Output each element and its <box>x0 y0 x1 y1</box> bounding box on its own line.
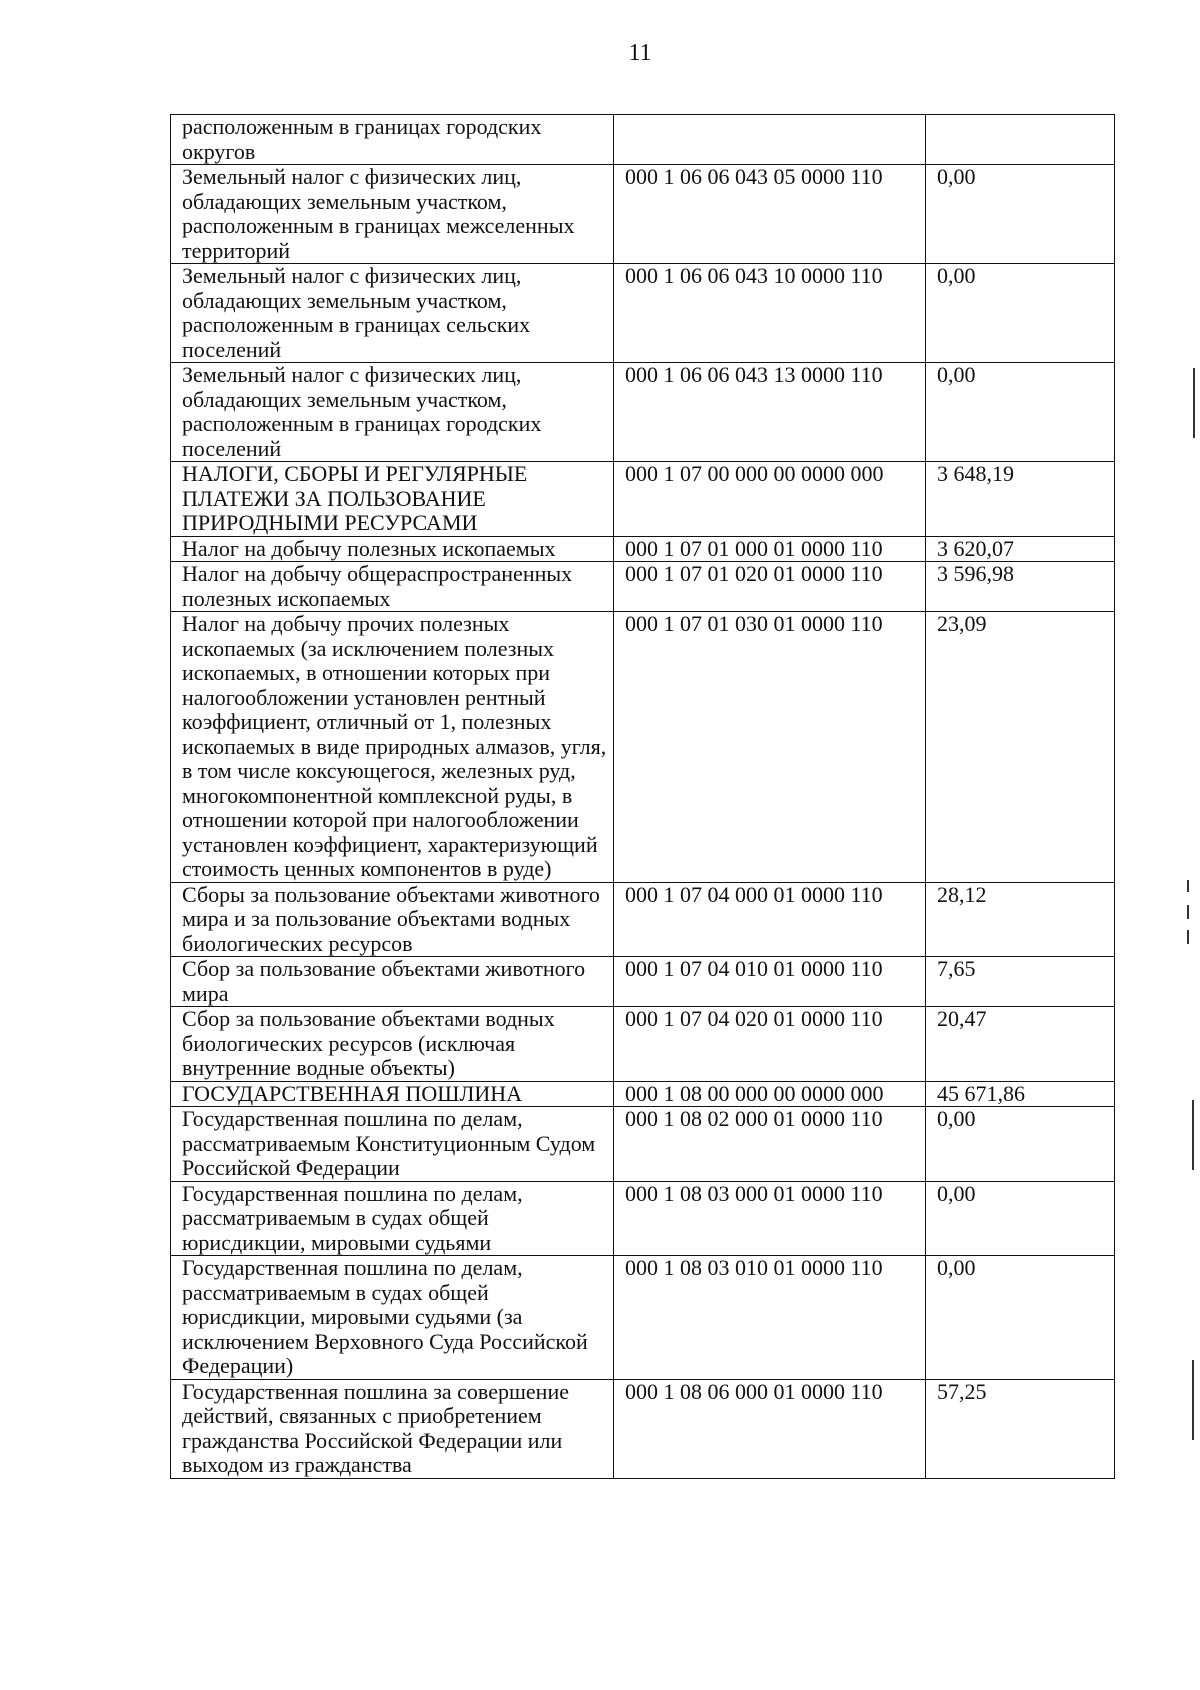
table-row <box>171 1379 1115 1478</box>
scan-mark <box>1187 905 1189 919</box>
budget-code-cell: 000 1 07 04 000 01 0000 110 <box>614 882 926 957</box>
budget-code-cell <box>614 115 926 165</box>
revenue-name-cell: Земельный налог с физических лиц, обладающих земельным участком, расположенным в границах межселенных территорий <box>171 165 614 264</box>
budget-code-cell: 000 1 08 00 000 00 0000 000 <box>614 1081 926 1107</box>
page-number: 11 <box>628 40 652 66</box>
amount-cell: 0,00 <box>926 1107 1115 1182</box>
amount-cell: 57,25 <box>926 1379 1115 1478</box>
budget-code-cell: 000 1 07 01 000 01 0000 110 <box>614 536 926 562</box>
amount-cell: 0,00 <box>926 264 1115 363</box>
amount-cell: 7,65 <box>926 957 1115 1007</box>
table-row <box>171 562 1115 612</box>
revenue-table-body <box>171 115 1115 1479</box>
amount-cell: 20,47 <box>926 1007 1115 1082</box>
revenue-table <box>170 114 1115 1479</box>
revenue-name-cell: Налог на добычу общераспространенных полезных ископаемых <box>171 562 614 612</box>
revenue-name-cell: Земельный налог с физических лиц, обладающих земельным участком, расположенным в границах городских поселений <box>171 363 614 462</box>
budget-code-cell: 000 1 08 02 000 01 0000 110 <box>614 1107 926 1182</box>
revenue-name-cell: Сборы за пользование объектами животного мира и за пользование объектами водных биологических ресурсов <box>171 882 614 957</box>
table-row <box>171 1081 1115 1107</box>
revenue-name-cell: Государственная пошлина по делам, рассматриваемым Конституционным Судом Российской Федерации <box>171 1107 614 1182</box>
table-row <box>171 462 1115 537</box>
budget-code-cell: 000 1 08 06 000 01 0000 110 <box>614 1379 926 1478</box>
table-row <box>171 264 1115 363</box>
scan-mark <box>1187 930 1189 944</box>
scan-mark <box>1187 880 1189 892</box>
budget-code-cell: 000 1 08 03 010 01 0000 110 <box>614 1256 926 1380</box>
revenue-name-cell: Налог на добычу прочих полезных ископаемых (за исключением полезных ископаемых, в отношении которых при налогообложении установлен рентный коэффициент, отличный от 1, полезных ископаемых в виде природных алмазов, угля, в том числе коксующегося, железных руд, многокомпонентной комплексной руды, в отношении которой при налогообложении установлен коэффициент, характеризующий стоимость ценных компонентов в руде) <box>171 612 614 883</box>
revenue-name-cell: Сбор за пользование объектами животного мира <box>171 957 614 1007</box>
revenue-name-cell: ГОСУДАРСТВЕННАЯ ПОШЛИНА <box>171 1081 614 1107</box>
budget-code-cell: 000 1 07 01 030 01 0000 110 <box>614 612 926 883</box>
amount-cell: 23,09 <box>926 612 1115 883</box>
table-row <box>171 363 1115 462</box>
amount-cell: 3 648,19 <box>926 462 1115 537</box>
revenue-name-cell: Государственная пошлина по делам, рассматриваемым в судах общей юрисдикции, мировыми судьями <box>171 1181 614 1256</box>
revenue-name-cell: Сбор за пользование объектами водных биологических ресурсов (исключая внутренние водные объекты) <box>171 1007 614 1082</box>
budget-code-cell: 000 1 07 04 010 01 0000 110 <box>614 957 926 1007</box>
table-row <box>171 115 1115 165</box>
table-row <box>171 612 1115 883</box>
amount-cell: 0,00 <box>926 165 1115 264</box>
scan-mark <box>1193 368 1195 438</box>
table-row <box>171 957 1115 1007</box>
budget-code-cell: 000 1 07 01 020 01 0000 110 <box>614 562 926 612</box>
amount-cell <box>926 115 1115 165</box>
scan-mark <box>1192 1360 1194 1440</box>
amount-cell: 3 620,07 <box>926 536 1115 562</box>
revenue-name-cell: Налог на добычу полезных ископаемых <box>171 536 614 562</box>
table-row <box>171 536 1115 562</box>
table-row <box>171 882 1115 957</box>
amount-cell: 0,00 <box>926 1256 1115 1380</box>
table-row <box>171 1181 1115 1256</box>
amount-cell: 28,12 <box>926 882 1115 957</box>
revenue-name-cell: НАЛОГИ, СБОРЫ И РЕГУЛЯРНЫЕ ПЛАТЕЖИ ЗА ПОЛЬЗОВАНИЕ ПРИРОДНЫМИ РЕСУРСАМИ <box>171 462 614 537</box>
table-row <box>171 1256 1115 1380</box>
table-row <box>171 1007 1115 1082</box>
budget-code-cell: 000 1 06 06 043 10 0000 110 <box>614 264 926 363</box>
table-row <box>171 165 1115 264</box>
revenue-name-cell: Государственная пошлина по делам, рассматриваемым в судах общей юрисдикции, мировыми судьями (за исключением Верховного Суда Российской Федерации) <box>171 1256 614 1380</box>
amount-cell: 0,00 <box>926 363 1115 462</box>
amount-cell: 0,00 <box>926 1181 1115 1256</box>
revenue-name-cell: Земельный налог с физических лиц, обладающих земельным участком, расположенным в границах сельских поселений <box>171 264 614 363</box>
budget-code-cell: 000 1 08 03 000 01 0000 110 <box>614 1181 926 1256</box>
budget-code-cell: 000 1 06 06 043 05 0000 110 <box>614 165 926 264</box>
scan-mark <box>1192 1100 1194 1170</box>
amount-cell: 45 671,86 <box>926 1081 1115 1107</box>
amount-cell: 3 596,98 <box>926 562 1115 612</box>
revenue-name-cell: расположенным в границах городских округов <box>171 115 614 165</box>
budget-code-cell: 000 1 07 00 000 00 0000 000 <box>614 462 926 537</box>
revenue-name-cell: Государственная пошлина за совершение действий, связанных с приобретением гражданства Российской Федерации или выходом из гражданства <box>171 1379 614 1478</box>
budget-code-cell: 000 1 07 04 020 01 0000 110 <box>614 1007 926 1082</box>
budget-code-cell: 000 1 06 06 043 13 0000 110 <box>614 363 926 462</box>
table-row <box>171 1107 1115 1182</box>
